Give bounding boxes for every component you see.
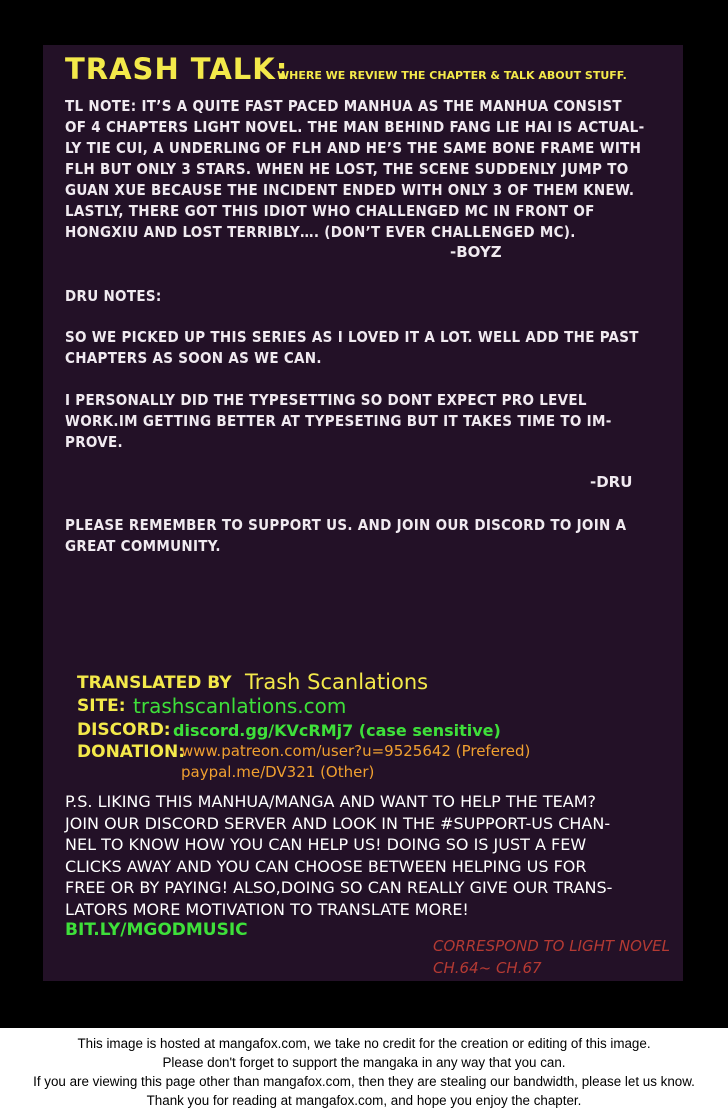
paypal-link[interactable]: paypal.me/DV321 (Other)	[181, 763, 375, 781]
discord-link[interactable]: discord.gg/KVcRMj7 (case sensitive)	[173, 721, 501, 740]
dru-notes-line: PLEASE REMEMBER TO SUPPORT US. AND JOIN OUR DISCORD TO JOIN A	[65, 516, 627, 534]
correspond-line: CH.64~ CH.67	[433, 959, 542, 977]
donation-label: DONATION:	[77, 742, 186, 762]
dru-notes-line: CHAPTERS AS SOON AS WE CAN.	[65, 349, 322, 367]
site-label: SITE:	[77, 696, 126, 716]
translated-by-value: Trash Scanlations	[245, 670, 429, 694]
tl-note-line: GUAN XUE BECAUSE THE INCIDENT ENDED WITH ONLY 3 OF THEM KNEW.	[65, 181, 635, 199]
dru-notes-signature: -DRU	[590, 473, 633, 491]
page-title: TRASH TALK:	[65, 52, 289, 86]
ps-line: CLICKS AWAY AND YOU CAN CHOOSE BETWEEN HELPING US FOR	[65, 856, 587, 876]
translated-by-label: TRANSLATED BY	[77, 673, 232, 693]
dru-notes-line: I PERSONALLY DID THE TYPESETTING SO DONT EXPECT PRO LEVEL	[65, 391, 587, 409]
tl-note-line: TL NOTE: IT’S A QUITE FAST PACED MANHUA AS THE MANHUA CONSIST	[65, 97, 622, 115]
tl-note-line: OF 4 CHAPTERS LIGHT NOVEL. THE MAN BEHIND FANG LIE HAI IS ACTUAL-	[65, 118, 645, 136]
tl-note-text	[65, 96, 644, 243]
page-subtitle: WHERE WE REVIEW THE CHAPTER & TALK ABOUT STUFF.	[277, 69, 627, 82]
correspond-note	[433, 935, 670, 979]
footer-line: This image is hosted at mangafox.com, we take no credit for the creation or editing of this image.	[77, 1036, 651, 1051]
dru-notes-line: WORK.IM GETTING BETTER AT TYPESETING BUT IT TAKES TIME TO IM-	[65, 412, 612, 430]
ps-line: FREE OR BY PAYING! ALSO,DOING SO CAN REALLY GIVE OUR TRANS-	[65, 878, 613, 897]
bitly-link[interactable]: BIT.LY/MGODMUSIC	[65, 920, 248, 940]
dru-notes-paragraph-1	[65, 327, 639, 369]
correspond-line: CORRESPOND TO LIGHT NOVEL	[433, 937, 670, 955]
dru-notes-line: SO WE PICKED UP THIS SERIES AS I LOVED IT A LOT. WELL ADD THE PAST	[65, 328, 639, 346]
dru-notes-paragraph-2	[65, 390, 612, 453]
tl-note-signature: -BOYZ	[450, 243, 502, 261]
hosting-footer	[0, 1028, 728, 1114]
ps-line: P.S. LIKING THIS MANHUA/MANGA AND WANT TO HELP THE TEAM?	[65, 792, 596, 811]
tl-note-line: FLH BUT ONLY 3 STARS. WHEN HE LOST, THE SCENE SUDDENLY JUMP TO	[65, 160, 629, 178]
footer-line: Thank you for reading at mangafox.com, and hope you enjoy the chapter.	[146, 1093, 582, 1108]
ps-line: LATORS MORE MOTIVATION TO TRANSLATE MORE!	[65, 899, 469, 919]
dru-notes-heading: DRU NOTES:	[65, 287, 162, 305]
tl-note-line: LY TIE CUI, A UNDERLING OF FLH AND HE’S THE SAME BONE FRAME WITH	[65, 139, 642, 157]
tl-note-line: LASTLY, THERE GOT THIS IDIOT WHO CHALLENGED MC IN FRONT OF	[65, 202, 595, 220]
ps-line: NEL TO KNOW HOW YOU CAN HELP US! DOING SO IS JUST A FEW	[65, 835, 587, 854]
dru-notes-paragraph-3	[65, 515, 626, 557]
site-link[interactable]: trashscanlations.com	[133, 694, 347, 718]
dru-notes-line: PROVE.	[65, 433, 123, 451]
dru-notes-line: GREAT COMMUNITY.	[65, 537, 221, 555]
footer-line: If you are viewing this page other than mangafox.com, then they are stealing our bandwidth, please let us know.	[33, 1074, 695, 1089]
discord-label: DISCORD:	[77, 720, 171, 740]
ps-line: JOIN OUR DISCORD SERVER AND LOOK IN THE #SUPPORT-US CHAN-	[65, 813, 611, 833]
footer-line: Please don't forget to support the mangaka in any way that you can.	[162, 1055, 566, 1070]
tl-note-line: HONGXIU AND LOST TERRIBLY…. (DON’T EVER CHALLENGED MC).	[65, 223, 576, 241]
patreon-link[interactable]: www.patreon.com/user?u=9525642 (Prefered)	[181, 742, 531, 760]
ps-text	[65, 791, 612, 920]
